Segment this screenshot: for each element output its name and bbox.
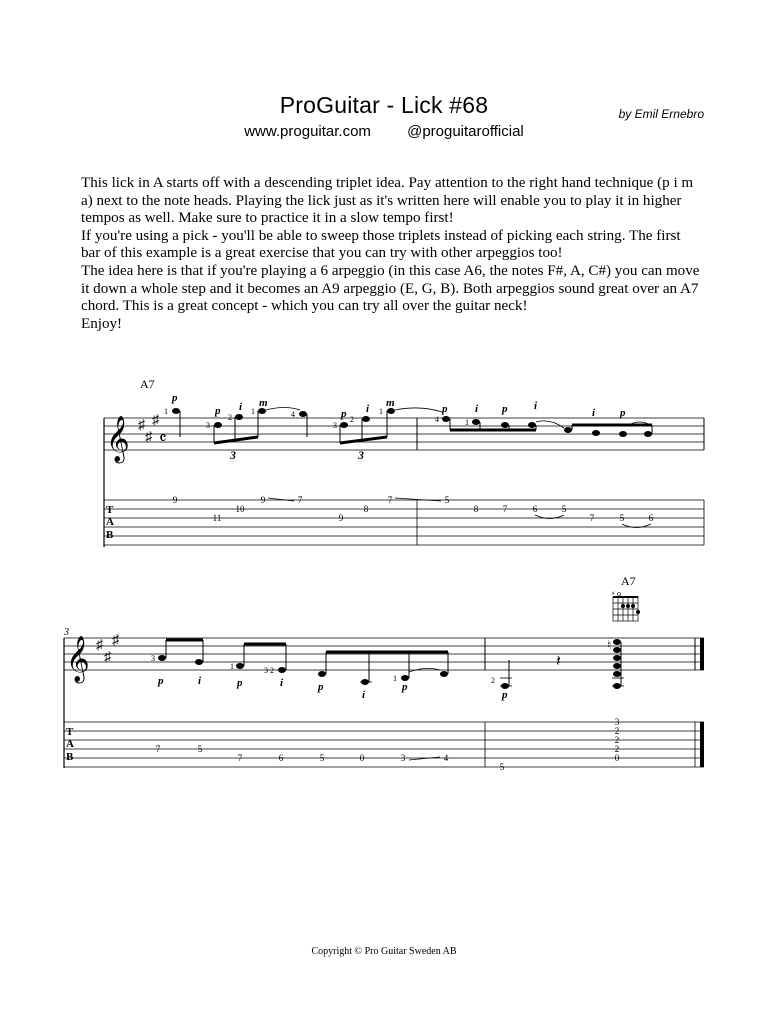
tab-number: 7: [589, 513, 595, 523]
right-hand-letter: i: [239, 401, 243, 413]
tab-number: 7: [155, 744, 161, 754]
finger-number: 4: [291, 410, 295, 419]
finger-number: 4: [435, 415, 439, 424]
right-hand-letter: p: [442, 403, 448, 415]
chord-symbol: A7: [140, 377, 155, 391]
right-hand-letter: p: [620, 407, 626, 419]
finger-number: 2: [228, 413, 232, 422]
slide-slur: [395, 408, 442, 412]
chord-symbol: A7: [621, 574, 636, 588]
tab-number: 7: [387, 495, 393, 505]
finger-dot: [636, 610, 640, 614]
note-head: [172, 408, 180, 414]
treble-clef-icon: 𝄞: [66, 636, 90, 681]
finger-number: 2: [270, 666, 274, 675]
finger-number: 1: [379, 407, 383, 416]
finger-number: 1: [164, 407, 168, 416]
finger-number: 1: [230, 662, 234, 671]
right-hand-letter: p: [341, 408, 347, 420]
right-hand-letter: p: [318, 681, 324, 693]
sharp-icon: ♯: [152, 413, 159, 428]
description-paragraph: This lick in A starts off with a descending triplet idea. Pay attention to the right hand technique (p i m a) next to the note heads. Playing the lick just as it's written here will enable you to play it in higher tempos as well. Make sure to practice it in a slow tempo first!: [81, 175, 694, 227]
open-string-icon: o: [617, 589, 621, 598]
quarter-rest-icon: 𝄽: [556, 653, 561, 670]
sharp-icon: ♯: [96, 638, 103, 653]
note-head: [592, 430, 600, 436]
right-hand-letter: m: [259, 397, 268, 409]
finger-number: 3: [333, 421, 337, 430]
tab-number: 5: [197, 744, 203, 754]
website-link[interactable]: www.proguitar.com: [244, 123, 371, 140]
tab-number: 3: [614, 717, 620, 727]
right-hand-letter: m: [386, 397, 395, 409]
finger-number: 1: [465, 418, 469, 427]
tab-number: 6: [648, 513, 654, 523]
tab-number: 0: [359, 753, 365, 763]
svg-text:T: T: [106, 504, 114, 516]
right-hand-letter: p: [502, 689, 508, 701]
finger-number: 2: [350, 415, 354, 424]
natural-icon: ♮: [607, 638, 612, 652]
right-hand-letter: i: [475, 403, 479, 415]
right-hand-fingering: [157, 675, 508, 701]
notes-bar-3: [158, 640, 448, 685]
tab-number: 2: [614, 726, 620, 736]
tie-slur: [536, 421, 564, 428]
svg-text:B: B: [106, 529, 114, 541]
svg-text:A: A: [66, 738, 74, 750]
svg-text:B: B: [66, 751, 74, 763]
note-head: [472, 419, 480, 425]
note-head: [299, 411, 307, 417]
tab-number: 7: [502, 504, 508, 514]
triplet-mark: 3: [358, 448, 364, 462]
finger-dot: [631, 604, 635, 608]
notes-bar-1: [172, 408, 395, 463]
left-hand-fingering: [164, 407, 469, 430]
note-head: [528, 422, 536, 428]
finger-number: 2: [491, 676, 495, 685]
treble-clef-icon: 𝄞: [106, 416, 130, 461]
tab-number: 9: [172, 495, 178, 505]
description-paragraph: Enjoy!: [81, 315, 123, 332]
finger-number: 3: [264, 666, 268, 675]
note-head: [235, 414, 243, 420]
social-handle[interactable]: @proguitarofficial: [407, 123, 524, 140]
svg-text:A: A: [106, 516, 114, 528]
right-hand-letter: i: [592, 407, 596, 419]
right-hand-letter: i: [280, 677, 284, 689]
note-head: [362, 416, 370, 422]
common-time-icon: 𝄴: [159, 429, 167, 448]
right-hand-letter: p: [158, 675, 164, 687]
note-head: [644, 431, 652, 437]
tab-number: 2: [614, 744, 620, 754]
tab-number: 6: [532, 504, 538, 514]
triplet-mark: 3: [230, 448, 236, 462]
finger-dot: [621, 604, 625, 608]
notes-bar-2: [395, 408, 652, 437]
note-head: [340, 422, 348, 428]
tab-number: 5: [499, 762, 505, 772]
final-barline: [700, 638, 704, 670]
finger-number: 1: [251, 407, 255, 416]
measure-number: 3: [64, 627, 69, 638]
tab-number: 7: [297, 495, 303, 505]
lick-title: ProGuitar - Lick #68: [279, 92, 489, 118]
right-hand-letter: p: [502, 403, 508, 415]
tab-number: 9: [260, 495, 266, 505]
tab-number: 2: [614, 735, 620, 745]
sharp-icon: ♯: [104, 650, 111, 665]
tab-number: 8: [363, 504, 369, 514]
note-head: [442, 416, 450, 422]
finger-number: 3: [206, 421, 210, 430]
tab-staff: [104, 500, 704, 545]
right-hand-letter: i: [534, 400, 538, 412]
tab-number: 3: [400, 753, 406, 763]
right-hand-letter: i: [362, 689, 366, 701]
chord-diagram: [611, 589, 640, 621]
finger-dot: [626, 604, 630, 608]
description-paragraph: If you're using a pick - you'll be able to sweep those triplets instead of picking each string. The first bar of this example is a great exercise that you can try with other arpeggios too!: [81, 227, 681, 262]
note-head: [619, 431, 627, 437]
right-hand-letter: p: [402, 681, 408, 693]
right-hand-letter: p: [237, 677, 243, 689]
author-credit: by Emil Ernebro: [618, 107, 704, 121]
tab-clef: [106, 504, 114, 541]
sharp-icon: ♯: [138, 418, 145, 433]
muted-string-icon: ×: [611, 589, 616, 598]
tab-number: 0: [614, 753, 620, 763]
tab-number: 11: [212, 513, 222, 523]
tab-number: 6: [278, 753, 284, 763]
tab-number: 5: [319, 753, 325, 763]
tab-number: 8: [473, 504, 479, 514]
right-hand-letter: p: [172, 392, 178, 404]
tab-number: 10: [235, 504, 245, 514]
final-barline: [700, 722, 704, 767]
note-head: [214, 422, 222, 428]
right-hand-letter: i: [366, 403, 370, 415]
svg-text:T: T: [66, 726, 74, 738]
score-system-1: [104, 377, 704, 547]
tab-number: 5: [619, 513, 625, 523]
finger-number: 3: [151, 654, 155, 663]
tab-number: 9: [338, 513, 344, 523]
score-system-2: [63, 574, 704, 772]
finger-number: 1: [393, 674, 397, 683]
tab-number: 5: [444, 495, 450, 505]
note-head: [501, 422, 509, 428]
right-hand-letter: i: [198, 675, 202, 687]
standard-staff: [104, 418, 704, 450]
sharp-icon: ♯: [112, 633, 119, 648]
copyright-notice: Copyright © Pro Guitar Sweden AB: [311, 946, 457, 957]
note-head: [564, 427, 572, 433]
tab-slide: [409, 757, 440, 760]
right-hand-letter: p: [215, 405, 221, 417]
sharp-icon: ♯: [145, 430, 152, 445]
tab-number: 7: [237, 753, 243, 763]
tab-clef: [66, 726, 74, 763]
tab-numbers: [156, 717, 620, 772]
description-paragraph: The idea here is that if you're playing a 6 arpeggio (in this case A6, the notes F#, A, C#) you can move it down a whole step and it becomes an A9 arpeggio (E, G, B). Both arpeggios sound great over an A7 chord. This is a great concept - which you can try all over the guitar neck!: [81, 262, 700, 315]
tab-number: 4: [443, 753, 449, 763]
tab-number: 5: [561, 504, 567, 514]
